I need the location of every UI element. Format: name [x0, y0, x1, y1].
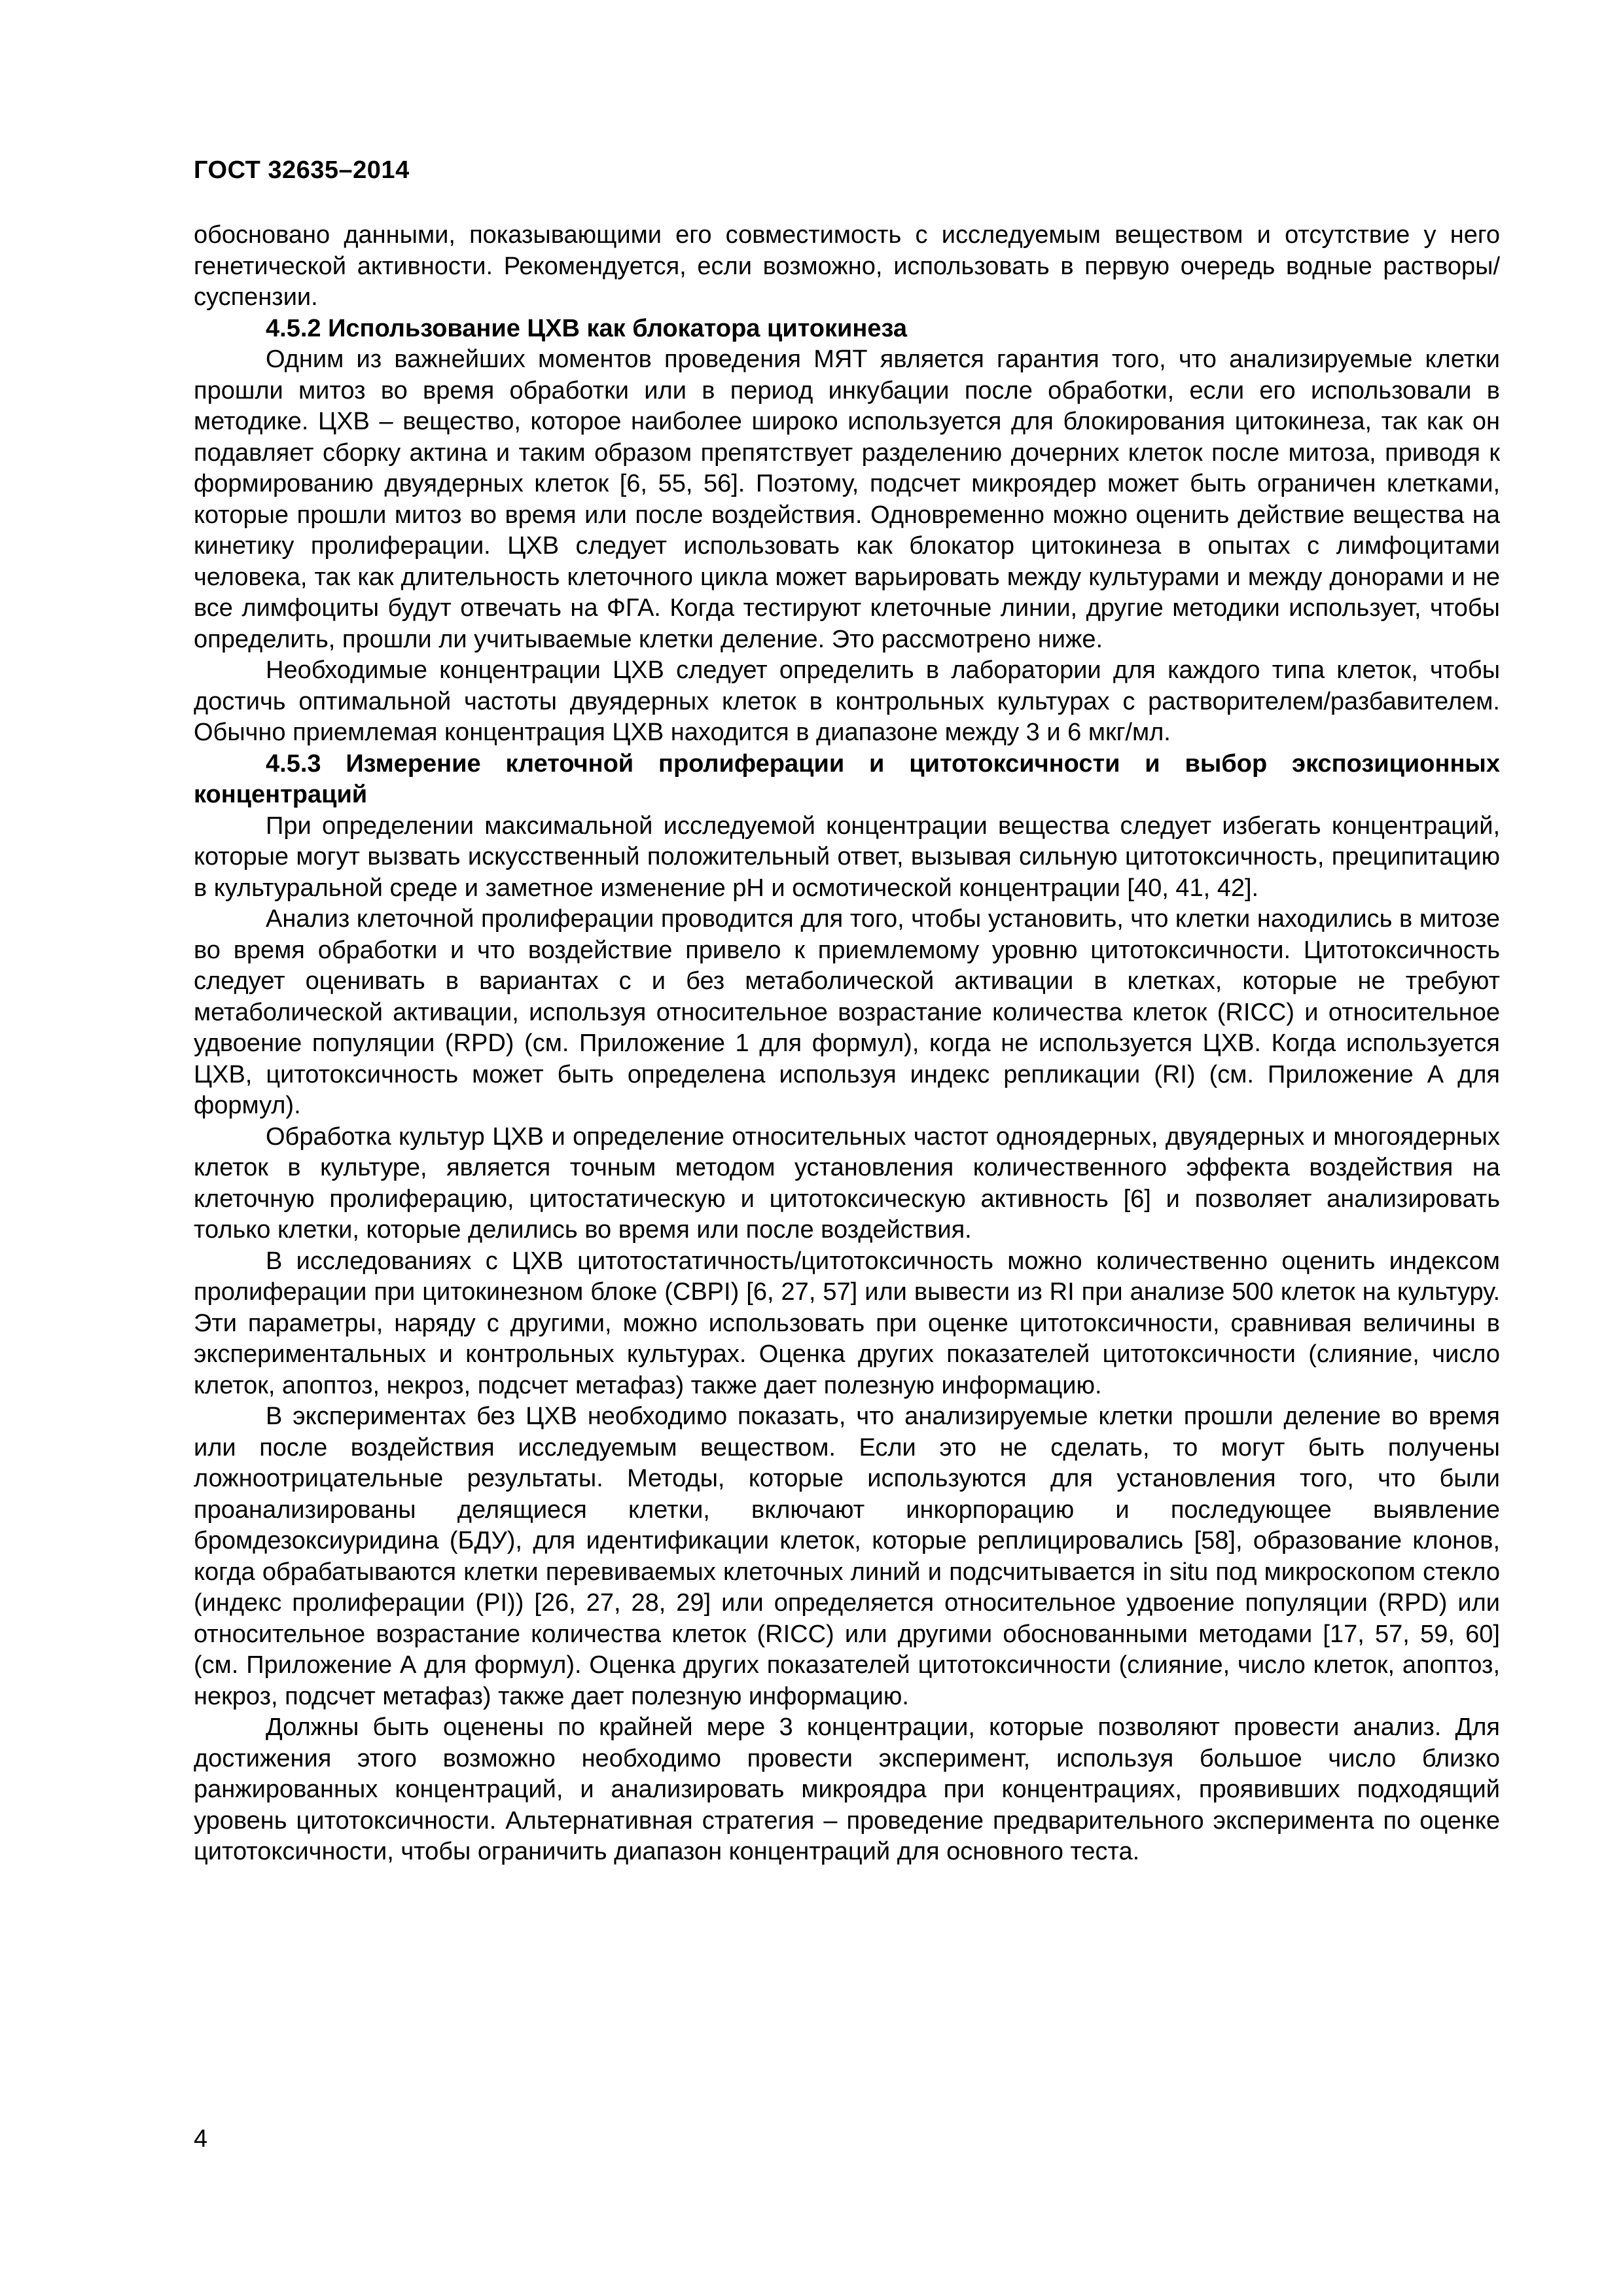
paragraph: Необходимые концентрации ЦХВ следует определить в лаборатории для каждого типа клеток, чтобы достичь оптимальной частоты двуядерных клеток в контрольных культурах с растворителем/разбавителем. Обычно приемлемая концентрация ЦХВ находится в диапазоне между 3 и 6 мкг/мл. [194, 656, 1500, 746]
paragraph: Анализ клеточной пролиферации проводится для того, чтобы установить, что клетки находились в митозе во время обработки и что воздействие привело к приемлемому уровню цитотоксичности. Цитотоксичность следует оценивать в вариантах с и без метаболической активации в клетках, которые не требуют метаболической активации, используя относительное возрастание количества клеток (RICC) и относительное удвоение популяции (RPD) (см. Приложение 1 для формул), когда не используется ЦХВ. Когда используется ЦХВ, цитотоксичность может быть определена используя индекс репликации (RI) (см. Приложение А для формул). [194, 905, 1500, 1119]
paragraph: Должны быть оценены по крайней мере 3 концентрации, которые позволяют провести анализ. Для достижения этого возможно необходимо провести эксперимент, используя большое число близко ранжированных концентраций, и анализировать микроядра при концентрациях, проявивших подходящий уровень цитотоксичности. Альтернативная стратегия – проведение предварительного эксперимента по оценке цитотоксичности, чтобы ограничить диапазон концентраций для основного теста. [194, 1713, 1500, 1865]
paragraph: Одним из важнейших моментов проведения МЯТ является гарантия того, что анализируемые клетки прошли митоз во время обработки или в период инкубации после обработки, если его использовали в методике. ЦХВ – вещество, которое наиболее широко используется для блокирования цитокинеза, так как он подавляет сборку актина и таким образом препятствует разделению дочерних клеток после митоза, приводя к формированию двуядерных клеток [6, 55, 56]. Поэтому, подсчет микроядер может быть ограничен клетками, которые прошли митоз во время или после воздействия. Одновременно можно оценить действие вещества на кинетику пролиферации. ЦХВ следует использовать как блокатор цитокинеза в опытах с лимфоцитами человека, так как длительность клеточного цикла может варьировать между культурами и между донорами и не все лимфоциты будут отвечать на ФГА. Когда тестируют клеточные линии, другие методики использует, чтобы определить, прошли ли учитываемые клетки деление. Это рассмотрено ниже. [194, 346, 1500, 653]
section-heading-4-5-3: 4.5.3 Измерение клеточной пролиферации и цитотоксичности и выбор экспозиционных концентраций [194, 749, 1500, 808]
paragraph: В экспериментах без ЦХВ необходимо показать, что анализируемые клетки прошли деление во время или после воздействия исследуемым веществом. Если это не сделать, то могут быть получены ложноотрицательные результаты. Методы, которые используются для установления того, что были проанализированы делящиеся клетки, включают инкорпорацию и последующее выявление бромдезоксиуридина (БДУ), для идентификации клеток, которые реплицировались [58], образование клонов, когда обрабатываются клетки перевиваемых клеточных линий и подсчитывается in situ под микроскопом стекло (индекс пролиферации (PI)) [26, 27, 28, 29] или определяется относительное удвоение популяции (RPD) или относительное возрастание количества клеток (RICC) или другими обоснованными методами [17, 57, 59, 60] (см. Приложение А для формул). Оценка других показателей цитотоксичности (слияние, число клеток, апоптоз, некроз, подсчет метафаз) также дает полезную информацию. [194, 1403, 1500, 1710]
document-header: ГОСТ 32635–2014 [194, 156, 410, 184]
page-number: 4 [194, 2125, 208, 2153]
paragraph: При определении максимальной исследуемой концентрации вещества следует избегать концентраций, которые могут вызвать искусственный положительный ответ, вызывая сильную цитотоксичность, преципитацию в культуральной среде и заметное изменение pH и осмотической концентрации [40, 41, 42]. [194, 812, 1500, 902]
document-body [194, 220, 1500, 1868]
paragraph: В исследованиях с ЦХВ цитотостатичность/цитотоксичность можно количественно оценить индексом пролиферации при цитокинезном блоке (CBPI) [6, 27, 57] или вывести из RI при анализе 500 клеток на культуру. Эти параметры, наряду с другими, можно использовать при оценке цитотоксичности, сравнивая величины в экспериментальных и контрольных культурах. Оценка других показателей цитотоксичности (слияние, число клеток, апоптоз, некроз, подсчет метафаз) также дает полезную информацию. [194, 1247, 1500, 1399]
paragraph: Обработка культур ЦХВ и определение относительных частот одноядерных, двуядерных и многоядерных клеток в культуре, является точным методом установления количественного эффекта воздействия на клеточную пролиферацию, цитостатическую и цитотоксическую активность [6] и позволяет анализировать только клетки, которые делились во время или после воздействия. [194, 1122, 1500, 1244]
section-heading-4-5-2: 4.5.2 Использование ЦХВ как блокатора цитокинеза [266, 314, 908, 342]
paragraph-continuation: обосновано данными, показывающими его совместимость с исследуемым веществом и отсутствие у него генетической активности. Рекомендуется, если возможно, использовать в первую очередь водные растворы/суспензии. [194, 221, 1500, 311]
